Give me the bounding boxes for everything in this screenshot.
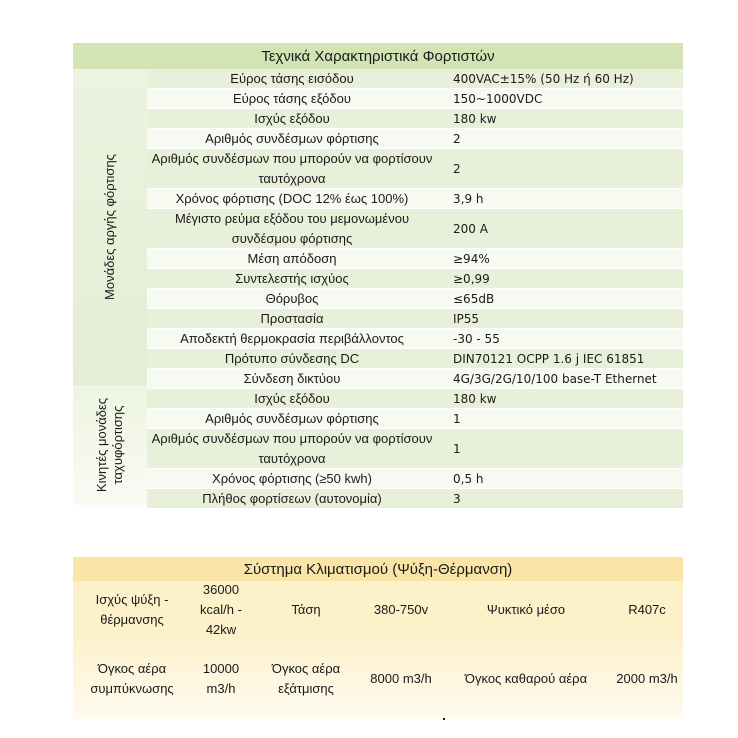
table-row — [147, 389, 683, 409]
group-label: Κινητές μονάδες ταχυφόρτισης — [94, 397, 125, 493]
spec-label: Όγκος αέρα εξάτμισης — [271, 661, 341, 696]
spec-label: Ισχύς ψύξη - θέρμανσης — [95, 592, 169, 627]
table-row — [147, 329, 683, 349]
spec-label: Αριθμός συνδέσμων που μπορούν να φορτίσουν ταυτόχρονα — [151, 150, 433, 186]
table-row — [147, 109, 683, 129]
table-row — [147, 409, 683, 429]
spec-value: 3,9 h — [453, 191, 484, 206]
spec-value: 380-750v — [373, 602, 429, 617]
table-row — [147, 269, 683, 289]
spec-value: ≥0,99 — [453, 271, 490, 286]
table-title: Τεχνικά Χαρακτηριστικά Φορτιστών — [73, 43, 683, 69]
spec-value: 150~1000VDC — [453, 91, 543, 106]
spec-label: Ψυκτικό μέσο — [486, 602, 566, 617]
table-row — [73, 639, 683, 719]
charger-specs-table — [73, 43, 683, 509]
spec-label: Σύνδεση δικτύου — [243, 370, 341, 386]
table-row — [147, 209, 683, 249]
table-row — [147, 89, 683, 109]
spec-label: Θόρυβος — [265, 290, 319, 306]
table-row — [147, 309, 683, 329]
spec-value: 2000 m3/h — [616, 671, 678, 686]
table-row — [147, 149, 683, 189]
spec-value: 36000 kcal/h - 42kw — [200, 582, 242, 637]
spec-value: -30 - 55 — [453, 331, 500, 346]
air-conditioning-table — [73, 557, 683, 719]
spec-value: 3 — [453, 491, 461, 506]
stray-dot — [443, 718, 445, 720]
spec-value: 1 — [453, 441, 461, 456]
spec-label: Πλήθος φορτίσεων (αυτονομία) — [202, 490, 382, 506]
table-row — [147, 69, 683, 89]
group-slow-charging — [73, 69, 147, 385]
spec-label: Πρότυπο σύνδεσης DC — [224, 350, 360, 366]
spec-label: Ισχύς εξόδου — [254, 390, 330, 406]
spec-value: ≥94% — [453, 251, 490, 266]
spec-value: DIN70121 OCPP 1.6 j IEC 61851 — [453, 351, 645, 366]
spec-label: Μέση απόδοση — [247, 250, 337, 266]
spec-value: 1 — [453, 411, 461, 426]
spec-label: Αριθμός συνδέσμων φόρτισης — [205, 410, 379, 426]
table-row — [147, 289, 683, 309]
group-label: Μονάδες αργής φόρτισης — [102, 154, 117, 300]
table-row — [73, 581, 683, 639]
spec-label: Εύρος τάσης εισόδου — [230, 70, 354, 86]
spec-value: ≤65dB — [453, 291, 495, 306]
spec-label: Εύρος τάσης εξόδου — [233, 90, 351, 106]
table-row — [147, 369, 683, 389]
table-row — [147, 469, 683, 489]
spec-label: Όγκος καθαρού αέρα — [464, 671, 588, 686]
table-row — [147, 129, 683, 149]
table-row — [147, 349, 683, 369]
spec-value: 200 A — [453, 221, 488, 236]
spec-label: Αποδεκτή θερμοκρασία περιβάλλοντος — [180, 330, 404, 346]
spec-label: Χρόνος φόρτισης (≥50 kwh) — [212, 470, 372, 486]
spec-value: 400VAC±15% (50 Hz ή 60 Hz) — [453, 71, 634, 86]
spec-value: 2 — [453, 131, 461, 146]
spec-value: 2 — [453, 161, 461, 176]
spec-value: R407c — [628, 602, 666, 617]
table-row — [147, 489, 683, 509]
spec-label: Χρόνος φόρτισης (DOC 12% έως 100%) — [175, 190, 409, 206]
spec-value: 10000 m3/h — [202, 661, 240, 696]
table-row — [147, 429, 683, 469]
spec-label: Όγκος αέρα συμπύκνωσης — [90, 661, 174, 696]
table-row — [147, 189, 683, 209]
spec-label: Τάση — [291, 602, 321, 617]
spec-value: IP55 — [453, 311, 480, 326]
table-row — [147, 249, 683, 269]
spec-value: 8000 m3/h — [370, 671, 432, 686]
spec-label: Ισχύς εξόδου — [254, 110, 330, 126]
spec-value: 0,5 h — [453, 471, 484, 486]
spec-label: Αριθμός συνδέσμων που μπορούν να φορτίσουν ταυτόχρονα — [151, 430, 433, 466]
spec-value: 4G/3G/2G/10/100 base-T Ethernet — [453, 371, 657, 386]
group-mobile-fast-charging — [73, 385, 147, 505]
table-title: Σύστημα Κλιματισμού (Ψύξη-Θέρμανση) — [73, 557, 683, 581]
spec-label: Προστασία — [260, 310, 324, 326]
spec-label: Συντελεστής ισχύος — [235, 270, 349, 286]
spec-value: 180 kw — [453, 111, 497, 126]
spec-label: Μέγιστο ρεύμα εξόδου του μεμονωμένου συνδέσμου φόρτισης — [174, 210, 410, 246]
spec-value: 180 kw — [453, 391, 497, 406]
spec-label: Αριθμός συνδέσμων φόρτισης — [205, 130, 379, 146]
